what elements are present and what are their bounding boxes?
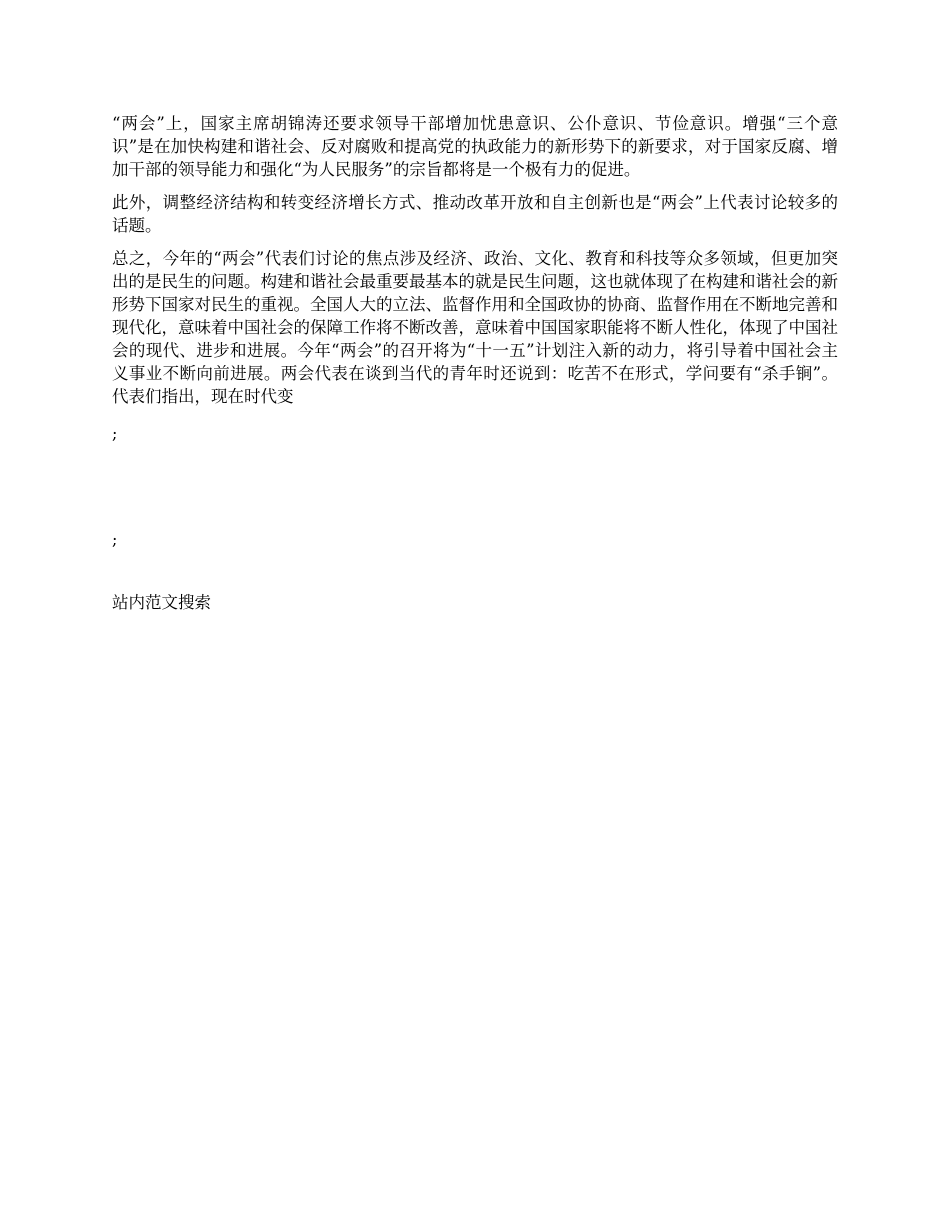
separator-2: ;	[112, 530, 118, 549]
separator-1: ;	[112, 424, 118, 443]
document-page	[112, 112, 838, 614]
paragraph-1: “两会”上，国家主席胡锦涛还要求领导干部增加忧患意识、公仆意识、节俭意识。增强“三个意识”是在加快构建和谐社会、反对腐败和提高党的执政能力的新形势下的新要求，对于国家反腐、增加干部的领导能力和强化“为人民服务”的宗旨都将是一个极有力的促进。	[112, 114, 838, 179]
site-search-link[interactable]: 站内范文搜索	[112, 593, 211, 612]
paragraph-3: 总之，今年的“两会”代表们讨论的焦点涉及经济、政治、文化、教育和科技等众多领域，但更加突出的是民生的问题。构建和谐社会最重要最基本的就是民生问题，这也就体现了在构建和谐社会的新形势下国家对民生的重视。全国人大的立法、监督作用和全国政协的协商、监督作用在不断地完善和现代化，意味着中国社会的保障工作将不断改善，意味着中国国家职能将不断人性化，体现了中国社会的现代、进步和进展。今年“两会”的召开将为“十一五”计划注入新的动力，将引导着中国社会主义事业不断向前进展。两会代表在谈到当代的青年时还说到：吃苦不在形式，学问要有“杀手锏”。代表们指出，现在时代变	[112, 249, 838, 406]
paragraph-2: 此外，调整经济结构和转变经济增长方式、推动改革开放和自主创新也是“两会”上代表讨论较多的话题。	[112, 193, 838, 235]
